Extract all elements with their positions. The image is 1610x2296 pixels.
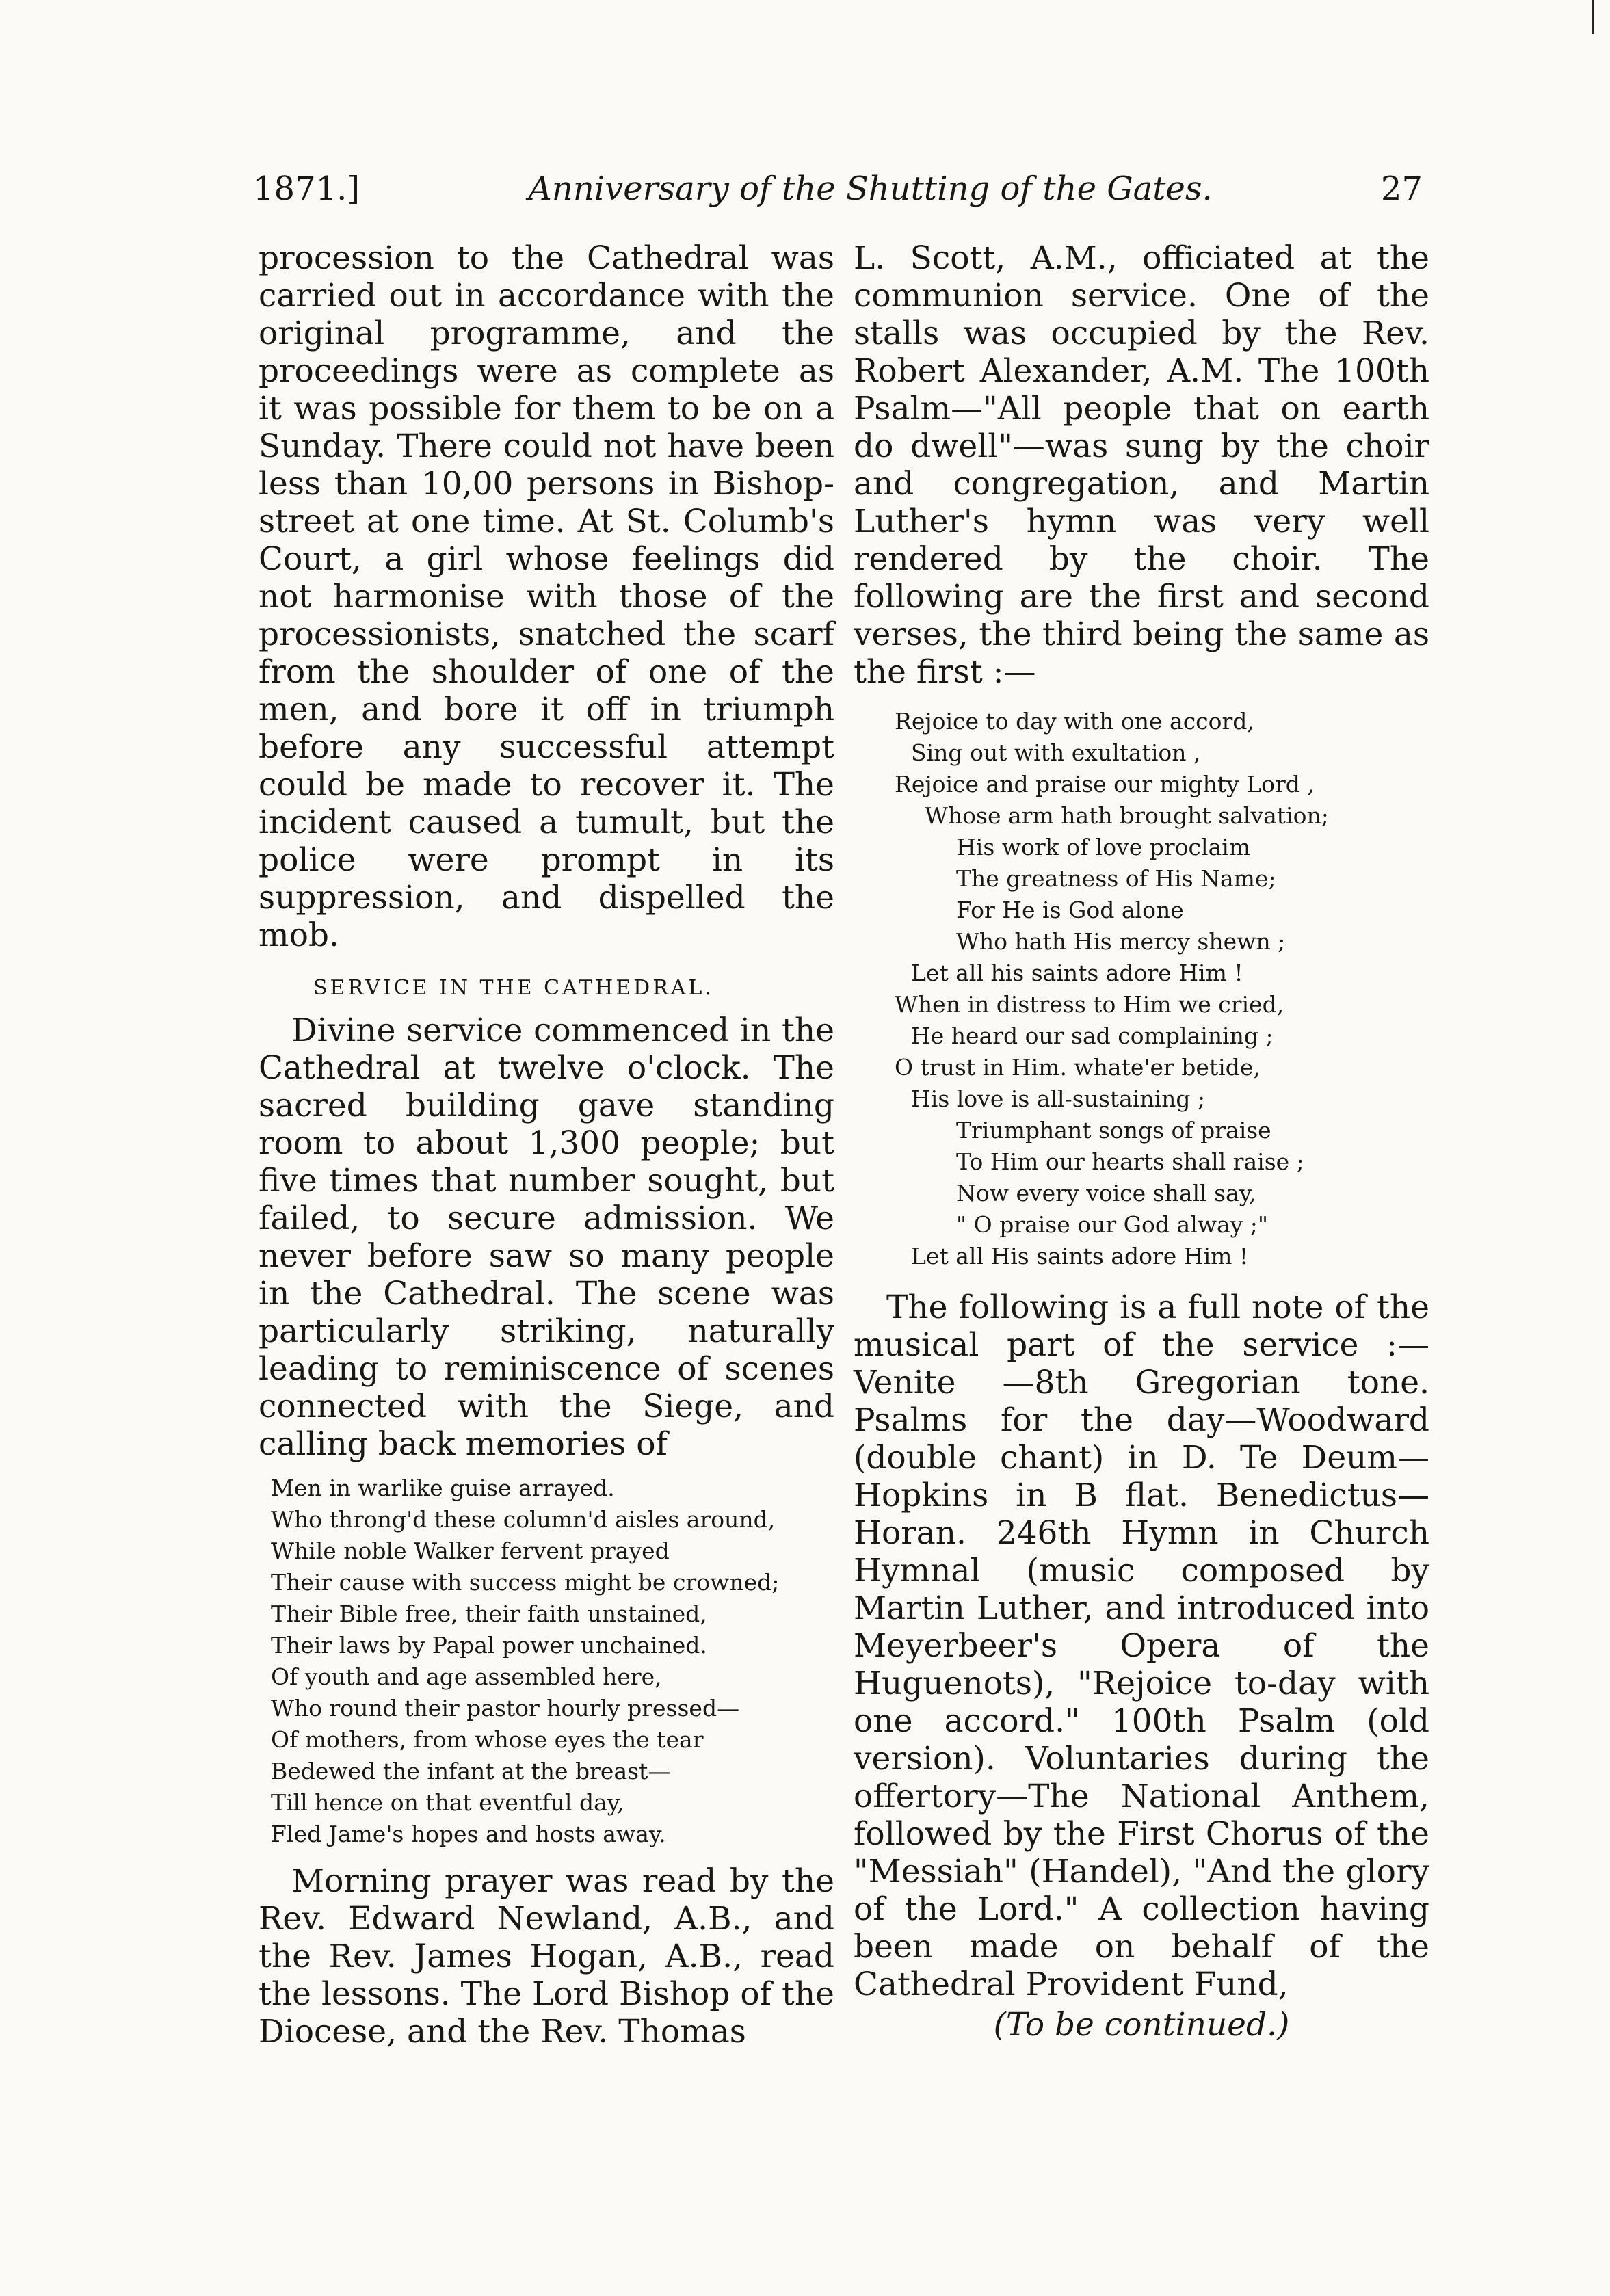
verse-line: Their Bible free, their faith unstained,: [271, 1600, 707, 1627]
hymn-line: He heard our sad complaining ;: [911, 1022, 1274, 1049]
verse-line: Who throng'd these column'd aisles around,: [271, 1506, 776, 1533]
right-column: [854, 239, 1429, 2044]
hymn-line: Sing out with exultation ,: [911, 739, 1201, 766]
siege-verse: [271, 1473, 834, 1850]
verse-line: Of youth and age assembled here,: [271, 1663, 662, 1690]
hymn-line: Let all his saints adore Him !: [911, 960, 1243, 986]
verse-line: Fled Jame's hopes and hosts away.: [271, 1821, 666, 1847]
left-paragraph-2: Divine service commenced in the Cathedral at twelve o'clock. The sacred building gave standing room to about 1,300 people; but five times that number sought, but failed, to secure admission. We never before saw so many people in the Cathedral. The scene was particularly striking, naturally leading to reminiscence of scenes connected with the Siege, and calling back memories of: [259, 1012, 834, 1463]
hymn-line: His love is all-sustaining ;: [911, 1085, 1206, 1112]
verse-line: Till hence on that eventful day,: [271, 1789, 624, 1816]
header-year: 1871.]: [253, 170, 360, 208]
verse-line: Their cause with success might be crowned;: [271, 1569, 780, 1596]
verse-line: Of mothers, from whose eyes the tear: [271, 1726, 704, 1753]
hymn-line: Let all His saints adore Him !: [911, 1243, 1249, 1269]
hymn-line: O trust in Him. whate'er betide,: [895, 1054, 1261, 1081]
verse-line: Bedewed the infant at the breast—: [271, 1758, 671, 1784]
left-column: [259, 239, 834, 2050]
header-title: Anniversary of the Shutting of the Gates.: [528, 170, 1213, 208]
verse-line: Who round their pastor hourly pressed—: [271, 1695, 740, 1721]
verse-line: Men in warlike guise arrayed.: [271, 1475, 615, 1501]
right-paragraph-2: The following is a full note of the musical part of the service :— Venite —8th Gregorian tone. Psalms for the day—Woodward (double chant) in D. Te Deum—Hopkins in B flat. Benedictus—Horan. 246th Hymn in Church Hymnal (music composed by Martin Luther, and introduced into Meyerbeer's Opera of the Huguenots), "Rejoice to-day with one accord." 100th Psalm (old version). Voluntaries during the offertory—The National Anthem, followed by the First Chorus of the "Messiah" (Handel), "And the glory of the Lord." A collection having been made on behalf of the Cathedral Provident Fund,: [854, 1289, 1429, 2003]
hymn-line: The greatness of His Name;: [956, 865, 1276, 892]
verse-line: While noble Walker fervent prayed: [271, 1538, 670, 1564]
hymn-line: Whose arm hath brought salvation;: [925, 802, 1329, 829]
page-number: 27: [1380, 170, 1423, 208]
verse-line: Their laws by Papal power unchained.: [271, 1632, 707, 1659]
edge-mark: [1592, 0, 1594, 34]
hymn-line: Triumphant songs of praise: [956, 1117, 1271, 1144]
hymn-line: When in distress to Him we cried,: [895, 991, 1284, 1018]
right-paragraph-1: L. Scott, A.M., officiated at the communion service. One of the stalls was occupied by the Rev. Robert Alexander, A.M. The 100th Psalm—"All people that on earth do dwell"—was sung by the choir and congregation, and Martin Luther's hymn was very well rendered by the choir. The following are the first and second verses, the third being the same as the first :—: [854, 239, 1429, 691]
hymn-line: To Him our hearts shall raise ;: [956, 1148, 1304, 1175]
left-paragraph-1: procession to the Cathedral was carried out in accordance with the original programme, and the proceedings were as complete as it was possible for them to be on a Sunday. There could not have been less than 10,00 persons in Bishop-street at one time. At St. Columb's Court, a girl whose feelings did not harmonise with those of the processionists, snatched the scarf from the shoulder of one of the men, and bore it off in triumph before any successful attempt could be made to recover it. The incident caused a tumult, but the police were prompt in its suppression, and dispelled the mob.: [259, 239, 834, 954]
hymn-line: For He is God alone: [956, 897, 1184, 923]
hymn-line: His work of love proclaim: [956, 834, 1251, 860]
hymn-line: Now every voice shall say,: [956, 1180, 1256, 1206]
continued-note: (To be continued.): [993, 2006, 1290, 2044]
hymn-line: Who hath His mercy shewn ;: [956, 928, 1286, 955]
hymn-line: Rejoice to day with one accord,: [895, 708, 1254, 735]
hymn-line: " O praise our God alway ;": [956, 1211, 1269, 1238]
running-header: [253, 170, 1423, 208]
luther-hymn: [895, 706, 1429, 1272]
left-paragraph-3: Morning prayer was read by the Rev. Edward Newland, A.B., and the Rev. James Hogan, A.B., read the lessons. The Lord Bishop of the Diocese, and the Rev. Thomas: [259, 1862, 834, 2050]
section-heading: SERVICE IN THE CATHEDRAL.: [313, 976, 714, 1000]
hymn-line: Rejoice and praise our mighty Lord ,: [895, 771, 1315, 797]
